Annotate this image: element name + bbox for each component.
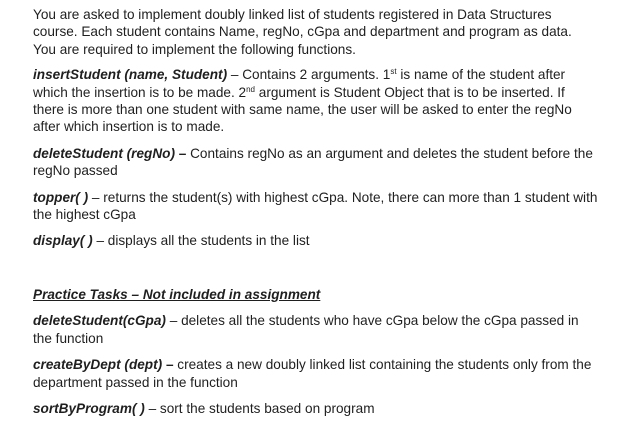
function-description: Contains regNo as an argument and deletes the student before the regNo passed [33, 145, 593, 179]
function-name: sortByProgram( ) [33, 400, 145, 416]
function-topper [33, 189, 598, 224]
dash: – [174, 145, 191, 161]
function-description: creates a new doubly linked list containing the students only from the department passed in the function [33, 357, 592, 390]
intro-paragraph: You are asked to implement doubly linked list of students registered in Data Structures course. Each student contains Name, regNo, cGpa and department and program as data. You are required to implement the following functions. [33, 7, 572, 57]
function-insert-student [33, 66, 598, 136]
function-display [33, 232, 598, 249]
function-description: returns the student(s) with highest cGpa. Note, there can more than 1 student with the highest cGpa [33, 189, 598, 223]
spacer [33, 259, 598, 286]
function-description: displays all the students in the list [107, 233, 310, 249]
function-name: insertStudent (name, Student) [33, 67, 228, 83]
function-name: createByDept (dept) [33, 357, 163, 373]
practice-task-sort-by-program [33, 400, 598, 417]
function-name: deleteStudent(cGpa) [33, 313, 166, 329]
dash: – [144, 400, 160, 416]
practice-task-delete-by-cgpa [33, 312, 598, 347]
function-description: argument is Student Object that is to be inserted. If there is more than one student with same name, the user will be asked to enter the regNo after which insertion is to made. [33, 84, 572, 135]
dash: – [165, 313, 182, 329]
function-name: deleteStudent (regNo) [33, 145, 175, 161]
function-description: Contains 2 arguments. 1 [242, 67, 391, 83]
function-description: deletes all the students who have cGpa below the cGpa passed in the function [33, 313, 579, 346]
dash: – [92, 233, 108, 249]
dash: – [162, 357, 178, 373]
function-name: display( ) [33, 233, 93, 249]
dash: – [88, 189, 104, 205]
dash: – [227, 67, 243, 83]
assignment-document [33, 6, 598, 426]
function-description: sort the students based on program [159, 400, 375, 416]
function-description: is name of the student after which the insertion is to be made. 2 [33, 67, 566, 100]
practice-heading: Practice Tasks – Not included in assignment [33, 286, 321, 302]
practice-task-create-by-dept [33, 356, 598, 391]
function-delete-student [33, 145, 598, 180]
function-name: topper( ) [33, 189, 89, 205]
ordinal-suffix: st [390, 67, 397, 77]
ordinal-suffix: nd [246, 84, 255, 94]
